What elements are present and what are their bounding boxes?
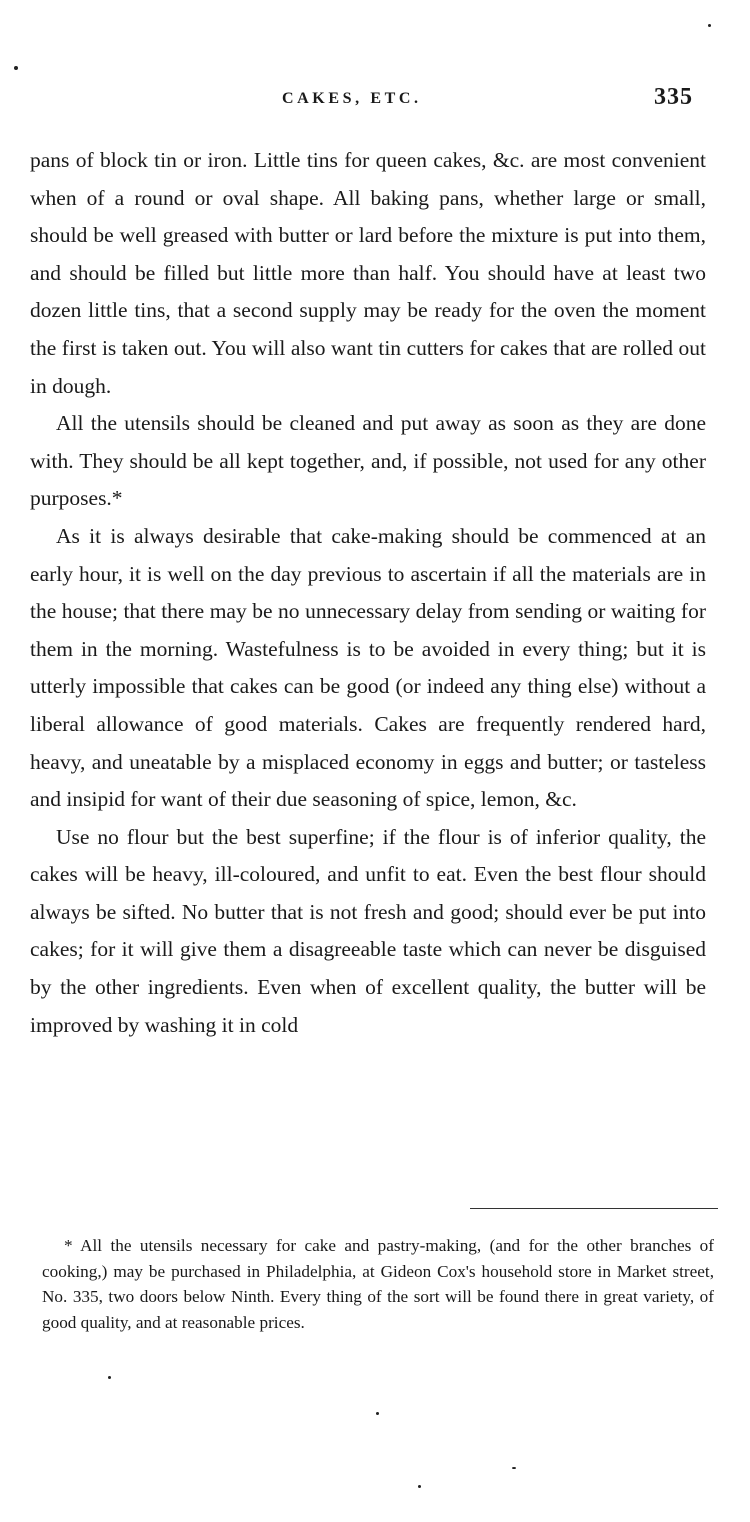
paragraph-flour-butter: Use no flour but the best superfine; if the flour is of inferior quality, the cakes will be heavy, ill-coloured, and unfit to eat. Even the best flour should always be sifted. No butter that is not fresh and good; should ever be put into cakes; for it will give them a disagreeable taste which can never be disguised by the other ingredients. Even when of excellent quality, the butter will be improved by washing it in cold: [30, 824, 706, 1037]
page-number: 335: [654, 84, 693, 110]
scan-speck: [708, 24, 711, 27]
scan-speck: [418, 1485, 421, 1488]
scan-speck: [14, 66, 18, 70]
scan-speck: [512, 1467, 516, 1469]
running-head: CAKES, ETC.: [282, 90, 422, 107]
page-header: [0, 84, 750, 118]
footnote: * All the utensils necessary for cake and pastry-making, (and for the other branches of cooking,) may be purchased in Philadelphia, at Gideon Cox's household store in Market street, No. 335, two doors below Ninth. Every thing of the sort will be found there in great variety, of good quality, and at reasonable prices.: [42, 1236, 714, 1332]
scan-speck: [108, 1376, 111, 1379]
body-text: [30, 142, 706, 1044]
footnote-rule: [470, 1208, 718, 1209]
paragraph-utensils: All the utensils should be cleaned and put away as soon as they are done with. They should be all kept together, and, if possible, not used for any other purposes.*: [30, 411, 706, 511]
paragraph-materials: As it is always desirable that cake-making should be commenced at an early hour, it is well on the day previous to ascertain if all the materials are in the house; that there may be no unnecessary delay from sending or waiting for them in the morning. Wastefulness is to be avoided in every thing; but it is utterly impossible that cakes can be good (or indeed any thing else) without a liberal allowance of good materials. Cakes are frequently rendered hard, heavy, and uneatable by a misplaced economy in eggs and butter; or tasteless and insipid for want of their due seasoning of spice, lemon, &c.: [30, 523, 706, 812]
paragraph-continued: pans of block tin or iron. Little tins for queen cakes, &c. are most convenient when of a round or oval shape. All baking pans, whether large or small, should be well greased with butter or lard before the mixture is put into them, and should be filled but little more than half. You should have at least two dozen little tins, that a second supply may be ready for the oven the moment the first is taken out. You will also want tin cutters for cakes that are rolled out in dough.: [30, 148, 706, 398]
scan-speck: [376, 1412, 379, 1415]
